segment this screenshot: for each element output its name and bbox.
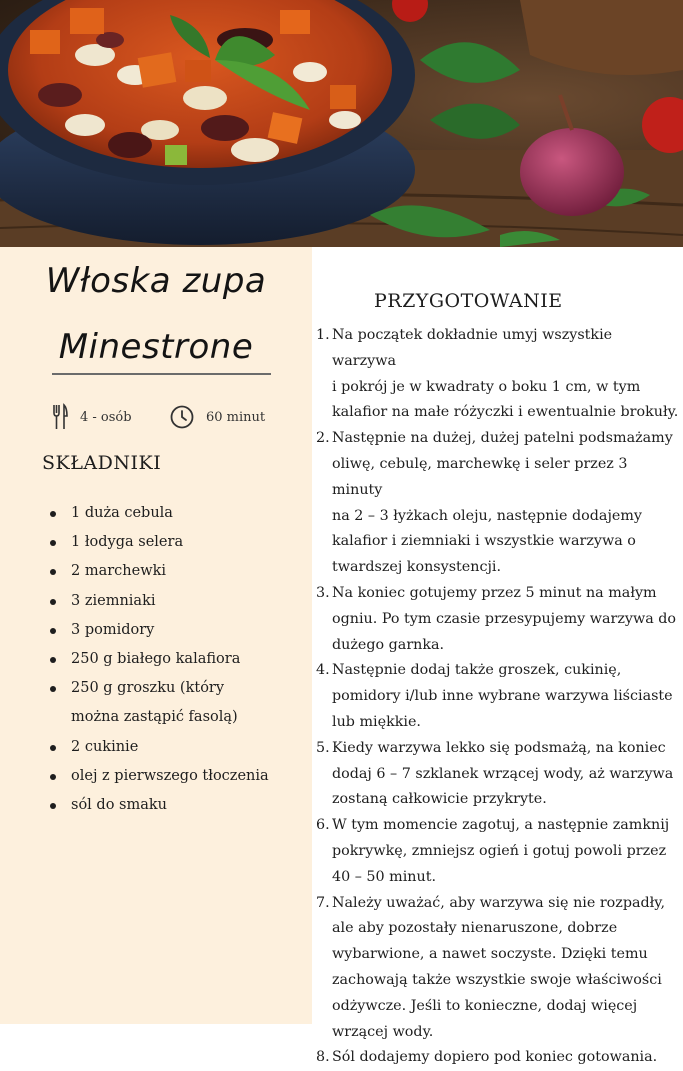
ingredient-item	[50, 733, 305, 762]
step-line	[316, 865, 680, 891]
step-text: zachowają także wszystkie swoje właściwości	[332, 971, 662, 988]
step-number	[316, 710, 332, 736]
ingredient-text: 250 g groszku (który	[71, 680, 225, 697]
step-line	[316, 633, 680, 659]
step-line	[316, 607, 680, 633]
step-text: pomidory i/lub inne wybrane warzywa liściaste	[332, 688, 673, 705]
step-text: Na koniec gotujemy przez 5 minut na małym	[332, 584, 657, 601]
soup-photo	[0, 0, 683, 247]
ingredient-item	[50, 762, 305, 791]
step-number: 7.	[316, 894, 330, 911]
step-text: Kiedy warzywa lekko się podsmażą, na koniec	[332, 739, 666, 756]
step-number: 3.	[316, 584, 330, 601]
step-number: 4.	[316, 662, 330, 679]
step-text: wybarwione, a nawet soczyste. Dzięki temu	[332, 946, 648, 963]
step-text: 40 – 50 minut.	[332, 868, 437, 885]
ingredient-text: 2 marchewki	[71, 563, 167, 580]
step-number	[316, 994, 332, 1020]
preparation-panel	[312, 247, 683, 1066]
ingredient-text: można zastąpić fasolą)	[71, 709, 238, 726]
step-line	[316, 710, 680, 736]
step-text: kalafior na małe różyczki i ewentualnie brokuły.	[332, 404, 679, 421]
title-divider	[52, 373, 271, 375]
step-number	[316, 555, 332, 581]
recipe-info-panel	[0, 247, 312, 1024]
step-line	[316, 323, 680, 375]
ingredient-item	[50, 616, 305, 645]
time-info	[170, 402, 265, 432]
step-text: i pokrój je w kwadraty o boku 1 cm, w tym	[332, 378, 641, 395]
step-number	[316, 375, 332, 401]
step-line	[316, 736, 680, 762]
step-text: twardszej konsystencji.	[332, 559, 502, 576]
recipe-title-line1: Włoska zupa	[45, 261, 267, 301]
step-text: Należy uważać, aby warzywa się nie rozpadły,	[332, 894, 666, 911]
step-text: na 2 – 3 łyżkach oleju, następnie dodajemy	[332, 507, 642, 524]
step-number	[316, 1020, 332, 1046]
step-text: oliwę, cebulę, marchewkę i seler przez 3 minuty	[332, 455, 628, 498]
step-number	[316, 504, 332, 530]
ingredient-item	[50, 791, 305, 820]
step-line	[316, 942, 680, 968]
clock-icon	[170, 405, 194, 429]
step-line	[316, 504, 680, 530]
ingredient-text: olej z pierwszego tłoczenia	[71, 767, 269, 784]
step-number: 8.	[316, 1049, 330, 1066]
step-line	[316, 684, 680, 710]
step-line	[316, 1045, 680, 1071]
ingredient-text: 2 cukinie	[71, 738, 139, 755]
step-number: 1.	[316, 327, 330, 343]
ingredient-item	[50, 499, 305, 528]
step-line	[316, 916, 680, 942]
step-number	[316, 607, 332, 633]
step-line	[316, 994, 680, 1020]
soup-photo-illustration	[0, 0, 683, 247]
step-number: 5.	[316, 739, 330, 756]
step-number	[316, 633, 332, 659]
step-text: wrzącej wody.	[332, 1023, 434, 1040]
step-number	[316, 400, 332, 426]
ingredient-item	[50, 674, 305, 732]
step-number	[316, 942, 332, 968]
ingredient-item	[50, 645, 305, 674]
step-text: Następnie na dużej, dużej patelni podsmażamy	[332, 430, 673, 447]
step-line	[316, 839, 680, 865]
step-text: Sól dodajemy dopiero pod koniec gotowania.	[332, 1049, 658, 1066]
step-text: pokrywkę, zmniejsz ogień i gotuj powoli przez	[332, 842, 667, 859]
step-line	[316, 581, 680, 607]
step-text: Na początek dokładnie umyj wszystkie warzywa	[332, 327, 613, 369]
step-number	[316, 865, 332, 891]
step-line	[316, 891, 680, 917]
step-number: 6.	[316, 817, 330, 834]
step-text: lub miękkie.	[332, 713, 421, 730]
step-line	[316, 787, 680, 813]
step-text: kalafior i ziemniaki i wszystkie warzywa o	[332, 533, 636, 550]
ingredients-list	[50, 499, 305, 820]
step-text: odżywcze. Jeśli to konieczne, dodaj więcej	[332, 997, 638, 1014]
step-number: 2.	[316, 430, 330, 447]
preparation-heading: PRZYGOTOWANIE	[374, 290, 563, 312]
step-number	[316, 684, 332, 710]
ingredient-item	[50, 528, 305, 557]
ingredients-heading: SKŁADNIKI	[42, 452, 162, 474]
step-line	[316, 375, 680, 401]
step-line	[316, 555, 680, 581]
ingredient-text: 3 ziemniaki	[71, 592, 156, 609]
recipe-title-line2: Minestrone	[58, 327, 254, 367]
step-line	[316, 529, 680, 555]
time-text: 60 minut	[206, 409, 266, 425]
step-line	[316, 968, 680, 994]
step-line	[316, 400, 680, 426]
ingredient-text: 1 łodyga selera	[71, 534, 184, 551]
step-text: zostaną całkowicie przykryte.	[332, 791, 547, 808]
step-number	[316, 452, 332, 504]
step-number	[316, 787, 332, 813]
ingredient-item	[50, 557, 305, 586]
step-number	[316, 529, 332, 555]
step-text: Następnie dodaj także groszek, cukinię,	[332, 662, 622, 679]
step-line	[316, 1020, 680, 1046]
servings-text: 4 - osób	[80, 409, 132, 425]
step-text: ogniu. Po tym czasie przesypujemy warzywa do	[332, 610, 677, 627]
ingredient-text: 250 g białego kalafiora	[71, 651, 241, 668]
step-number	[316, 839, 332, 865]
ingredient-text: 1 duża cebula	[71, 505, 173, 521]
ingredient-text: 3 pomidory	[71, 621, 155, 638]
step-text: dużego garnka.	[332, 636, 445, 653]
servings-info	[52, 402, 132, 432]
step-line	[316, 452, 680, 504]
step-number	[316, 968, 332, 994]
ingredient-text: sól do smaku	[71, 797, 167, 814]
step-line	[316, 813, 680, 839]
step-number	[316, 916, 332, 942]
step-line	[316, 658, 680, 684]
step-line	[316, 762, 680, 788]
step-text: ale aby pozostały nienaruszone, dobrze	[332, 920, 618, 937]
step-number	[316, 762, 332, 788]
step-text: dodaj 6 – 7 szklanek wrzącej wody, aż warzywa	[332, 765, 674, 782]
step-line	[316, 426, 680, 452]
ingredient-item	[50, 587, 305, 616]
cutlery-icon	[52, 404, 68, 430]
preparation-steps	[316, 323, 680, 1071]
step-text: W tym momencie zagotuj, a następnie zamknij	[332, 817, 670, 834]
